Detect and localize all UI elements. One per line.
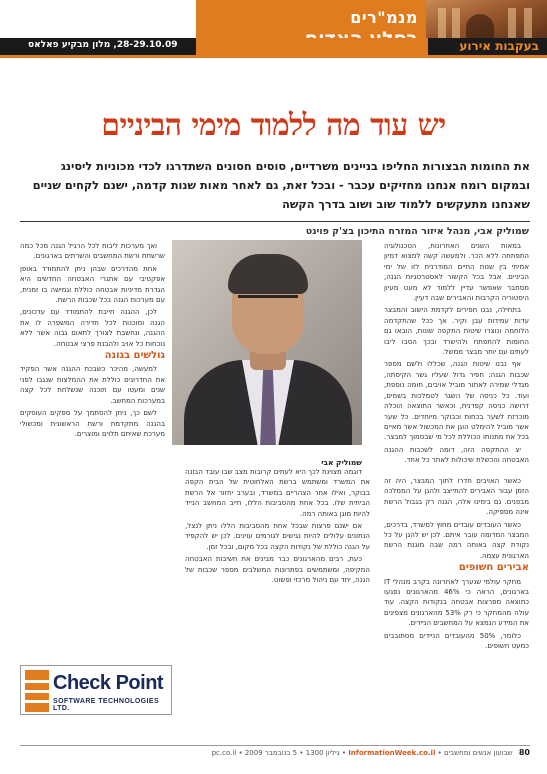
footer-rule — [20, 745, 530, 746]
subtitle-gates: גולשים בגונה — [104, 350, 165, 362]
header-title-line1: מנמ"רים — [350, 8, 418, 27]
page-number: 80 — [518, 748, 530, 757]
footer-site2-link[interactable]: pc.co.il — [211, 749, 237, 757]
paragraph: לכן, ההגנה חייבת להתמודד עם עדכונים, הגנה ומוכנות לכל חדירה המשפרה לו את ההגנה, ונחשבת לצורך לתאום גבוה אשר ללא נוכחות כל אויב ולהבנת פרצי אבטחה. — [20, 308, 165, 348]
paragraph: יצ ההתקפה הזה, דומה לשכבות ההגנה האבטחה והכשלת שיכולות לאתר כל אחד. — [384, 445, 529, 465]
column-right-lower — [384, 476, 529, 746]
footer-issue: גיליון 1300 • 5 בנובמבר 2009 — [244, 749, 340, 757]
footer-magazine: שבועון אנשים ומחשבים — [443, 749, 513, 757]
paragraph: כעת, רבים מהארגונים כבר מבינים את חשיבות האבטחה המקיפה, ומשתמשים בפתרונות המשלבים מספר שכבות של הגנה, יחד עם ניהול מרכזי ופשוט. — [185, 555, 370, 585]
byline-rule — [20, 221, 530, 222]
column-middle-lower — [185, 467, 370, 747]
column-left-top — [20, 241, 165, 447]
paragraph: למעשה, מהיכר כשבכת ההגנה אשר הפקיד את החדרונים כוללת את ההמלצות שנגבו לפני שנים ומעטו עם תוכנה שנשלחת לכל קצה במערכות המחשב. — [20, 365, 165, 405]
subtitle-knights: אבירים חשופים — [458, 562, 529, 574]
article-byline: שמוליק אבי, מנהל איזור המזרח התיכון בצ'ק פוינט — [305, 226, 529, 237]
paragraph: ואך מערכות ליבות לכל הרגיל הגנה מכל כמה שרשתת ורשת המחשבים והשרתים בארגונים. — [20, 242, 165, 261]
paragraph: כאשר האויבים חדרו לתוך המבצר, היה זה הזמן עבור האבירים להתייצב ולהגן על הממלכה מבפנים. גם בימינו אלה, הגנה רק בגבול הרשת אינה מספיקה. — [384, 477, 529, 517]
paragraph: אם ישנם פרצות שבכל אחת מהסביבות הללו ניתן לנצל, הנתונים עלולים להיות נגישים לגורמים עוינים. לכן יש להקפיד על הגנה כוללת של נקודות הקצה בכל מקום, ובכל זמן. — [185, 522, 370, 551]
article-subhead: את החומות הבצורות החליפו בניינים משרדיים, סוסים חסונים השתדרגו לכדי מכוניות ליסינג ובמקום רומח אנחנו מחזיקים עכבר - ובכל זאת, גם לאחר מאות שנות קדמה, ישנם לקחים שניים שאנחנו מתעקשים ללמוד שוב ושוב בדרך הקשה — [32, 160, 530, 211]
section-label: בעקבות אירוע — [459, 39, 539, 53]
paragraph: לשם כך, ניתן להסתמך על ספקים העוסקים בהגנה מתקדמת ורשת הראשונית ומכשולי מערכת שאיתם תלוים ומוצרים. — [20, 409, 165, 438]
logo-subtitle: SOFTWARE TECHNOLOGIES LTD. — [53, 698, 160, 712]
footer-site-link[interactable]: InformationWeek.co.il — [348, 749, 436, 757]
paragraph: דוגמה מצוינת לכך היא לעתים קרובות מצב שבו עובד הבונה את המשרד ומשתמש ברשת האלחוטית של הבית הקפה בבוקר, ואילו אחר הצהריים במשרד, ובערב יחזור אל הרשת הביתית שלו. בכל אחת מהסביבות הללו, חייב המחשב הנייד להיות מוגן באותה רמה. — [185, 468, 370, 518]
paragraph: כאשר העובדים עובדים מחוץ למשרד, בדרכים, המבצר המדומה עובר איתם. לכן יש להגן על כל נקודת קצה באותה רמה שבה מוגנת הרשת הארגונית עצמה. — [384, 520, 529, 560]
header-rule — [0, 55, 547, 58]
photo-caption: שמוליק אבי — [321, 458, 362, 467]
event-date: 28-29.10.09, מלון מבקיע פאלאס — [28, 40, 178, 50]
header-banner — [0, 0, 547, 58]
paragraph: כלומר, 50% מהעובדים הניידים מסתובבים כמעט חשופים. — [384, 631, 529, 651]
paragraph: במאות השנים האחרונות, הטכנולוגיה התפתחה ללא הכר. ולמעשה קשה למצוא דמיון אמיתי בין שנות התיים המודרנית לזו של ימי הביניים. אבל בכל הקשור לאסטרטגיות הגנה, מסתבר שאפשר עדיין ללמוד לא מעט מעיון היסטוריה הקרבות והאבירים שבה דעיין. — [384, 242, 529, 303]
paragraph: בתחילה, נבנו חפירים לקדמת הישוב והמבצר עדות עמידות עבן וקיר. אך ככל שהתקדמה הלוחמה ונוצרו שיטות התקפה שונות, הובאו גם החומות להתפתח ולהישרד ובכך הסבו ליבו לעתים עם יותר מבצר ממשל. — [384, 306, 529, 357]
check-point-mark-icon — [25, 670, 49, 712]
paragraph: מחקר עולמי שנערך לאחרונה בקרב מנהלי IT בארגונים, הראה כי 46% מהארגונים נפגעו כתוצאה מפרצות אבטחה בנקודות הקצה. עוד עולה מהמחקר כי רק 53% מהארגונים מצפינים את המידע הנמצא על המחשבים הניידים. — [384, 577, 529, 628]
check-point-logo — [20, 665, 172, 715]
author-photo — [172, 240, 362, 445]
paragraph: אחת מהדרכים שבהן ניתן להתמודד באופן אפקטיבי עם אתגרי האבטחה החדשים היא הגדרת מדיניות אבטחה כוללת וגמישה בו זמנית, עם מערכות הגנה בכל שכבות הרשת. — [20, 264, 165, 305]
page-footer: 80 שבועון אנשים ומחשבים • InformationWeek.co.il • גיליון 1300 • 5 בנובמבר 2009 • pc.co.il — [211, 748, 530, 757]
logo-name: Check Point — [53, 672, 164, 694]
column-right-top — [384, 241, 529, 473]
article-headline: יש עוד מה ללמוד מימי הביניים — [101, 108, 446, 143]
header-orange-strip — [196, 38, 428, 55]
paragraph: אף נבנו שיטות הגנה, שכללו ולשם מספר שכבות הגנה: חפיר גדול שעליו גשר הקיסתה, מגדלי שמירה לאתור מוביל אויבים, חומה נוספת, ועוד. כל כניסה של השגר לטמלכות בשמים, דרושה כניסה קפדנית, וכאשר התוצאה הוכלה מוכרזת לשער בכחות וכבוקר מיוחדים. כל שער אשר מוביל להימלט הוגן את המכשול אשר מאיים בכל את מתנותו הכוללת לכל מי שבסמוך למבצר. — [384, 360, 529, 442]
